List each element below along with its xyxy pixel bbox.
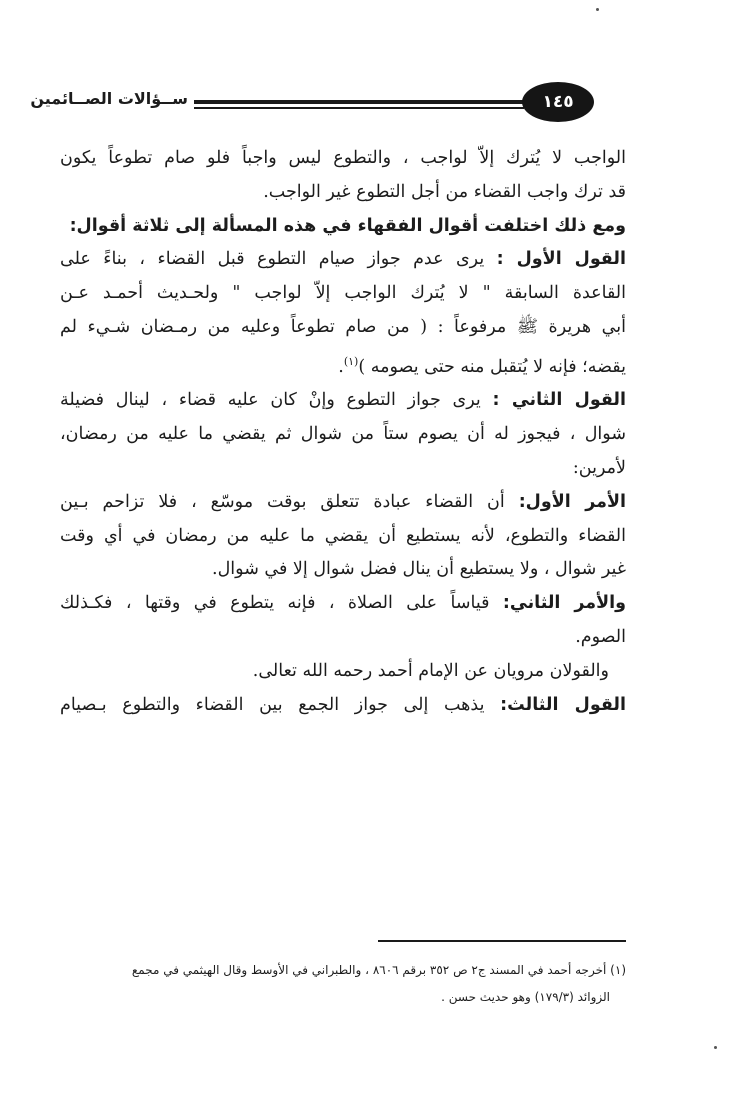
page-header: [30, 82, 626, 126]
body-line: شوال ، فيجوز له أن يصوم ستاً من شوال ثم يقضي ما عليه من رمضان،: [60, 424, 626, 445]
page-body: [60, 142, 626, 722]
book-title: ســؤالات الصــائمين: [30, 89, 188, 108]
third-opinion-label: القول الثالث:: [500, 694, 626, 715]
body-line: والقولان مرويان عن الإمام أحمد رحمه الله تعالى.: [252, 660, 609, 681]
body-line: قد ترك واجب القضاء من أجل التطوع غير الواجب.: [263, 181, 626, 202]
page-number: ١٤٥: [522, 82, 594, 122]
body-line: القول الثاني : يرى جواز التطوع وإنْ كان عليه قضاء ، لينال فضيلة: [60, 390, 626, 411]
body-line: الصوم.: [575, 626, 626, 647]
body-line: القول الأول : يرى عدم جواز صيام التطوع قبل القضاء ، بناءً على: [60, 249, 626, 270]
section-heading: ومع ذلك اختلفت أقوال الفقهاء في هذه المسألة إلى ثلاثة أقوال:: [69, 215, 626, 236]
body-line: لأمرين:: [572, 458, 626, 478]
footnote-line: الزوائد (١٧٩/٣) وهو حديث حسن .: [441, 990, 610, 1004]
body-line: أبي هريرة ﷺ مرفوعاً : ( من صام تطوعاً وعليه من رمـضان شـيء لم: [60, 316, 626, 337]
header-rule-thin: [194, 107, 524, 109]
body-line: الواجب لا يُترك إلاّ لواجب ، والتطوع ليس واجباً فلو صام تطوعاً يكون: [60, 148, 626, 168]
footnote: [60, 957, 626, 1011]
body-line: القاعدة السابقة " لا يُترك الواجب إلاّ لواجب " ولحـديث أحمـد عـن: [60, 283, 626, 304]
footnote-line: (١) أخرجه أحمد في المسند ج٢ ص ٣٥٢ برقم ٨٦٠٦ ، والطبراني في الأوسط وقال الهيثمي في مجمع: [131, 963, 626, 977]
body-line: يقضه؛ فإنه لا يُتقبل منه حتى يصومه )$^{(١)}$.: [338, 354, 626, 377]
footnote-ref: (١): [343, 354, 359, 368]
body-line: القول الثالث: يذهب إلى جواز الجمع بين القضاء والتطوع بـصيام: [60, 694, 626, 715]
header-rule-thick: [194, 100, 524, 104]
scan-speck: [596, 8, 599, 11]
body-line: القضاء والتطوع، لأنه يستطيع أن يقضي ما عليه من رمضان في أي وقت: [60, 525, 626, 546]
body-line: والأمر الثاني: قياساً على الصلاة ، فإنه يتطوع في وقتها ، فكـذلك: [60, 593, 626, 614]
scan-speck: [714, 1046, 717, 1049]
body-line: الأمر الأول: أن القضاء عبادة تتعلق بوقت موسّع ، فلا تزاحم بـين: [60, 491, 626, 512]
first-opinion-label: القول الأول :: [496, 249, 626, 270]
footnote-rule: [378, 940, 626, 942]
second-opinion-label: القول الثاني :: [492, 390, 626, 411]
body-line: غير شوال ، ولا يستطيع أن ينال فضل شوال إلا في شوال.: [212, 559, 626, 580]
first-matter-label: الأمر الأول:: [518, 491, 626, 512]
second-matter-label: والأمر الثاني:: [502, 593, 626, 614]
